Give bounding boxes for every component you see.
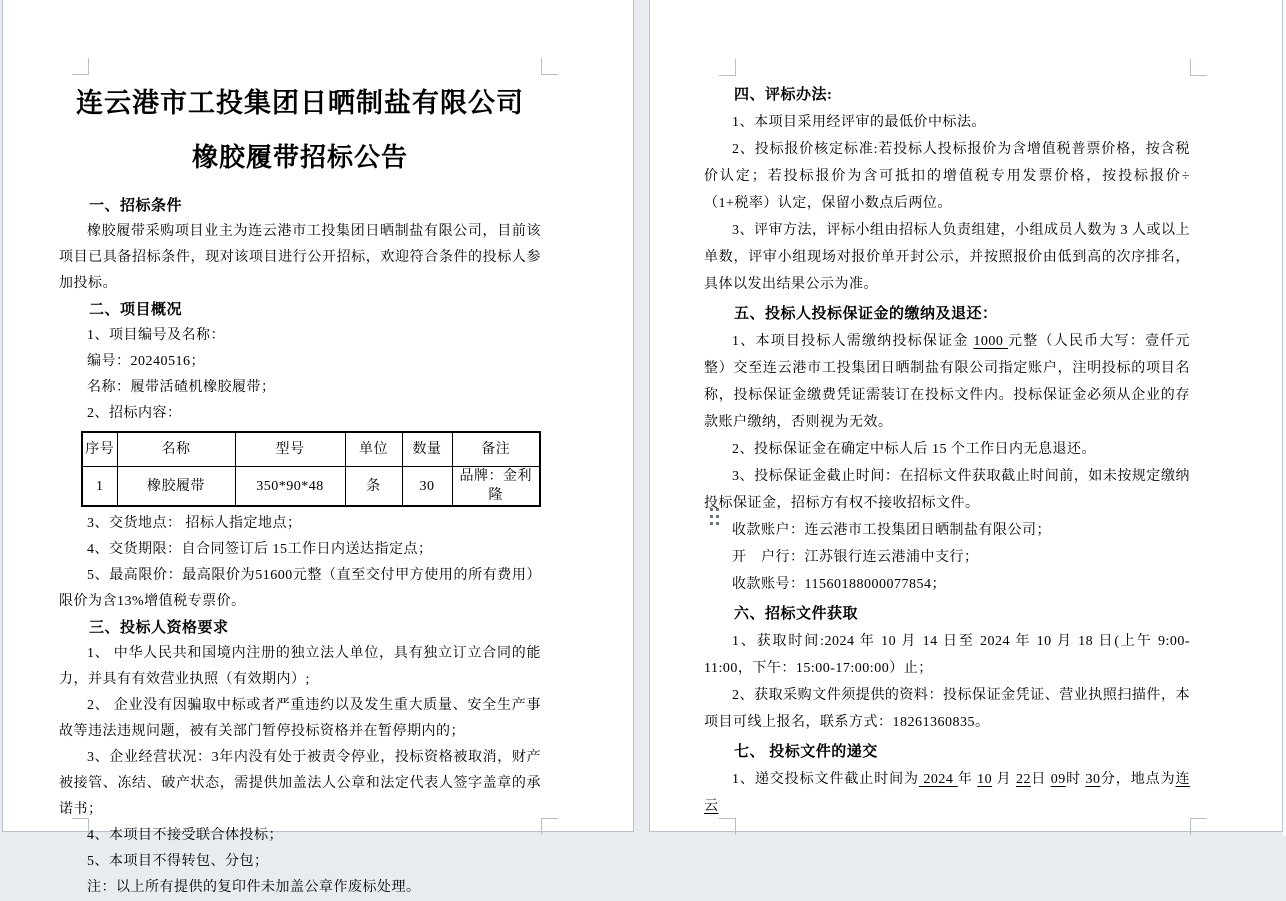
underlined-text-run: 2024 [918,772,958,787]
page-1-content [59,86,541,901]
text-boundary-mark-top-right [1190,59,1207,76]
paragraph: 3、投标保证金截止时间：在招标文件获取截止时间前，如未按规定缴纳投标保证金，招标方有权不接收招标文件。 [704,469,1190,511]
section-1-heading: 一、招标条件 [89,198,183,214]
section-7-heading: 七、 投标文件的递交 [734,744,878,760]
paragraph: 2、招标内容： [87,406,182,421]
page-2-content [704,82,1190,820]
paragraph [704,766,1190,820]
section-3-heading: 三、投标人资格要求 [89,620,229,636]
text-boundary-mark-top-left [719,59,736,76]
paragraph: 5、最高限价：最高限价为51600元整（直至交付甲方使用的所有费用）限价为含13%增值税专票价。 [59,568,541,609]
text-boundary-mark-bottom-right [541,818,558,835]
paragraph: 3、企业经营状况：3年内没有处于被责令停业，投标资格被取消，财产被接管、冻结、破产状态，需提供加盖法人公章和法定代表人签字盖章的承诺书； [59,750,541,817]
paragraph: 1、项目编号及名称： [87,328,225,343]
paragraph: 3、交货地点： 招标人指定地点； [87,516,302,531]
paragraph: 4、本项目不接受联合体投标； [87,828,283,843]
text-run: 年 [957,772,978,787]
table-cell: 30 [402,467,452,507]
table-cell: 橡胶履带 [117,467,235,507]
bid-content-table [81,431,541,507]
paragraph [704,328,1190,436]
paragraph: 收款账号：11560188000077854； [732,577,946,592]
text-boundary-mark-bottom-right [1190,818,1207,835]
paragraph: 5、本项目不得转包、分包； [87,854,269,869]
text-run: 1、本项目投标人需缴纳投标保证金 [732,334,974,349]
table-header-cell: 型号 [235,432,345,467]
paragraph: 2、投标报价核定标准:若投标人投标报价为含增值税普票价格，按含税价认定；若投标报价为含可抵扣的增值税专用发票价格，按投标报价÷（1+税率）认定，保留小数点后两位。 [704,142,1190,211]
underlined-text-run: 1000 [973,334,1009,349]
section-2-heading: 二、项目概况 [89,302,183,318]
table-row [82,467,540,507]
paragraph: 开 户行：江苏银行连云港浦中支行； [732,550,979,565]
document-page-2 [649,0,1283,832]
underlined-text-run: 连云 [704,772,1190,814]
text-run: 元整（人民币大写：壹仟元整）交至连云港市工投集团日晒制盐有限公司指定账户，注明投标的项目名称，投标保证金缴费凭证需装订在投标文件内。投标保证金必须从企业的存款账户缴纳，否则视为无效。 [704,334,1191,430]
table-header-cell: 数量 [402,432,452,467]
paragraph: 名称：履带活碴机橡胶履带； [87,380,276,395]
table-cell: 1 [82,467,117,507]
paragraph: 2、投标保证金在确定中标人后 15 个工作日内无息退还。 [732,442,1096,457]
text-run: 时 [1065,772,1086,787]
paragraph: 注：以上所有提供的复印件未加盖公章作废标处理。 [87,880,421,895]
paragraph: 收款账户：连云港市工投集团日晒制盐有限公司； [732,523,1051,538]
paragraph: 3、评审方法，评标小组由招标人负责组建，小组成员人数为 3 人或以上单数，评审小组现场对报价单开封公示，并按照报价由低到高的次序排名，具体以发出结果公示为准。 [704,223,1190,292]
underlined-text-run: 22 [1015,772,1031,787]
table-header-cell: 单位 [345,432,402,467]
text-run: 分，地点为 [1100,772,1176,787]
document-page-1 [2,0,634,895]
table-cell: 品牌：金利隆 [452,467,540,507]
table-cell: 350*90*48 [235,467,345,507]
document-title-line2: 橡胶履带招标公告 [191,143,408,172]
paragraph: 1、本项目采用经评审的最低价中标法。 [732,115,986,130]
text-run: 月 [992,772,1016,787]
table-header-cell: 名称 [117,432,235,467]
text-boundary-mark-top-right [541,58,558,75]
paragraph: 2、 企业没有因骗取中标或者严重违约以及发生重大质量、安全生产事故等违法违规问题，被有关部门暂停投标资格并在暂停期内的； [59,698,541,739]
section-6-heading: 六、招标文件获取 [734,606,859,622]
paragraph: 1、 中华人民共和国境内注册的独立法人单位，具有独立订立合同的能力，并具有有效营业执照（有效期内）; [59,646,541,687]
paragraph: 编号：20240516； [87,354,205,369]
paragraph: 橡胶履带采购项目业主为连云港市工投集团日晒制盐有限公司，目前该项目已具备招标条件，现对该项目进行公开招标，欢迎符合条件的投标人参加投标。 [59,224,541,291]
underlined-text-run: 10 [977,772,993,787]
table-cell: 条 [345,467,402,507]
text-boundary-mark-top-left [72,58,89,75]
document-title-line1: 连云港市工投集团日晒制盐有限公司 [76,88,524,118]
table-header-cell: 序号 [82,432,117,467]
underlined-text-run: 30 [1085,772,1101,787]
underlined-text-run: 09 [1050,772,1066,787]
paragraph: 1、获取时间:2024 年 10 月 14 日至 2024 年 10 月 18 日(上午 9:00-11:00，下午：15:00-17:00:00）止； [704,634,1190,676]
table-header-cell: 备注 [452,432,540,467]
section-5-heading: 五、投标人投标保证金的缴纳及退还： [734,306,998,322]
text-boundary-mark-bottom-left [719,818,736,835]
section-4-heading: 四、评标办法: [734,87,833,103]
paragraph: 2、获取采购文件须提供的资料：投标保证金凭证、营业执照扫描件，本项目可线上报名，联系方式：18261360835。 [704,688,1190,730]
paragraph: 4、交货期限：自合同签订后 15工作日内送达指定点； [87,542,433,557]
table-header-row [82,432,540,467]
text-run: 日 [1030,772,1051,787]
text-run: 1、递交投标文件截止时间为 [732,772,919,787]
